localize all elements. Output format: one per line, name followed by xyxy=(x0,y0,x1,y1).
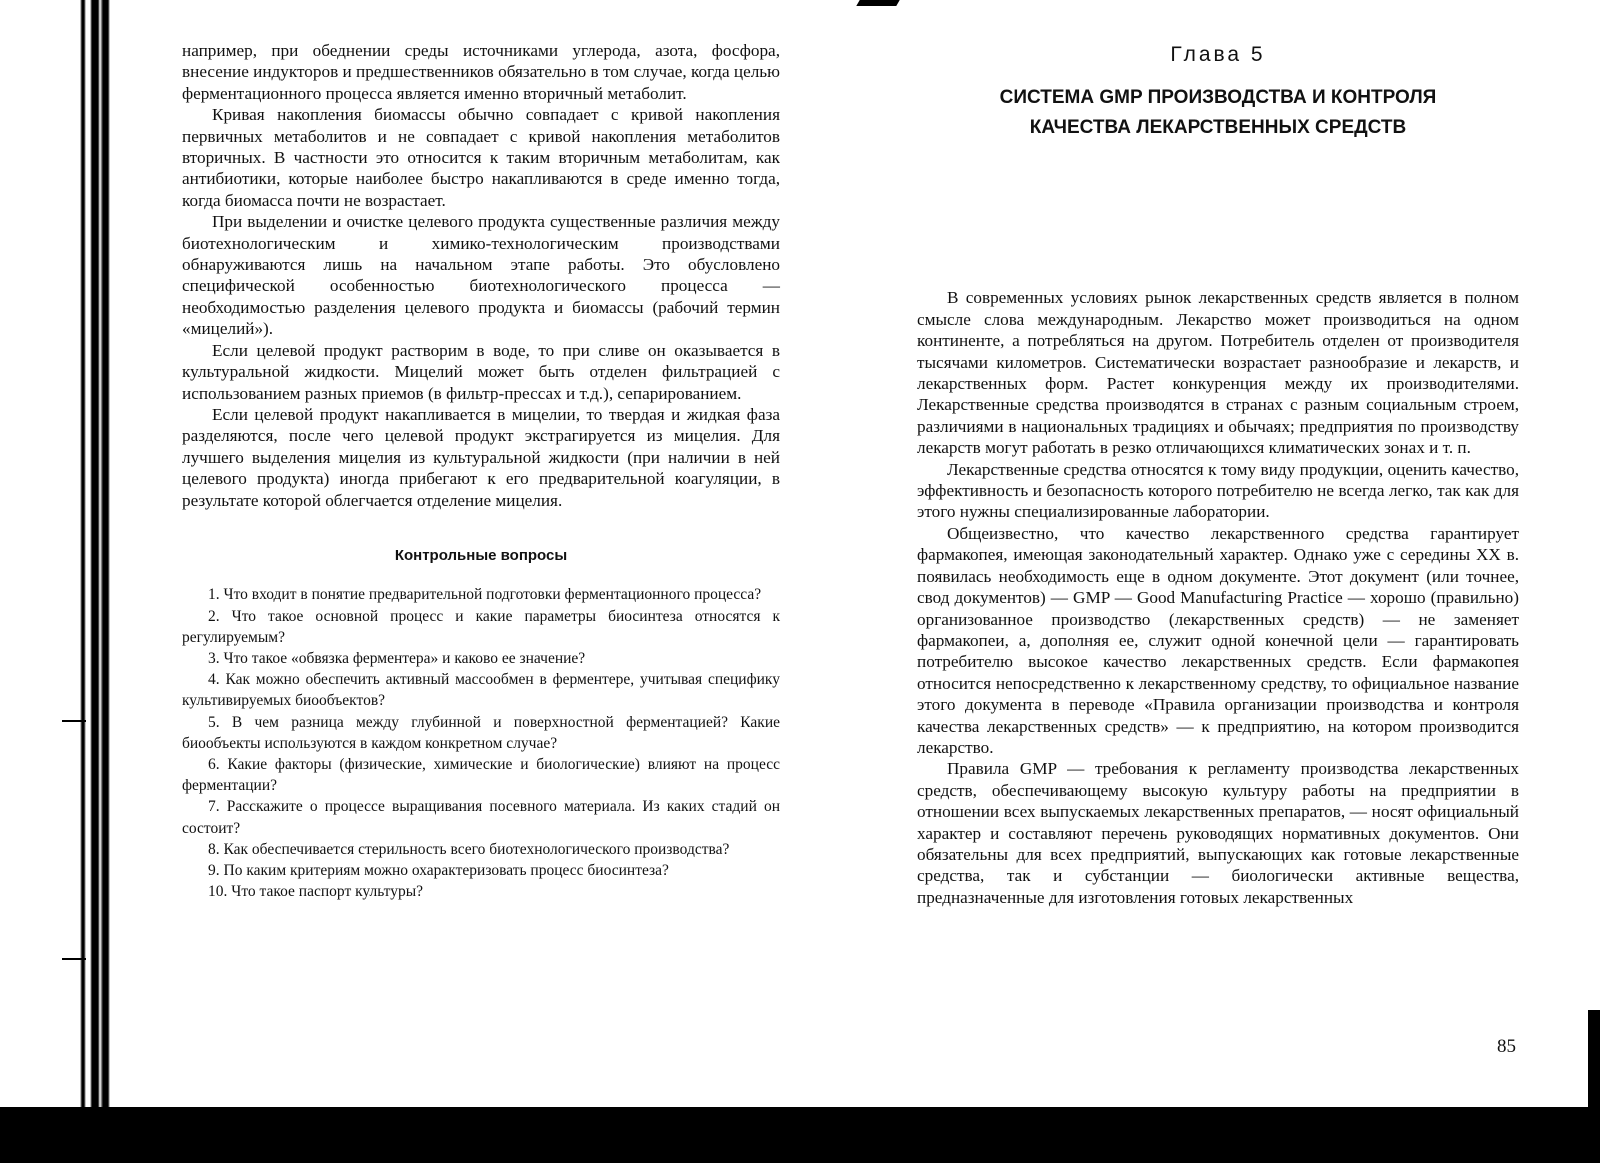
paragraph: В современных условиях рынок лекарственных средств является в полном смысле слова международным. Лекарство может производиться на одном континенте, а потребляться на другом. Потребитель отделен от производителя тысячами километров. Систематически возрастает разнообразие и лекарств, и лекарственных форм. Растет конкуренция между их производителями. Лекарственные средства производятся в странах с разным социальным строем, различиями в национальных традициях и обычаях; предприятия по производству лекарств могут работать в резко отличающихся климатических зонах и т. п. xyxy=(917,288,1519,458)
paragraph: При выделении и очистке целевого продукта существенные различия между биотехнологическим и химико-технологическим производствами обнаруживаются лишь на начальном этапе работы. Это обусловлено специфической особенностью биотехнологического процесса — необходимостью разделения целевого продукта и биомассы (рабочий термин «мицелий»). xyxy=(182,212,780,339)
chapter-label: Глава 5 xyxy=(1170,43,1266,66)
paragraph: Лекарственные средства относятся к тому виду продукции, оценить качество, эффективность и безопасность которого потребителю не всегда легко, так как для этого нужны специализированные лаборатории. xyxy=(917,459,1519,522)
scan-right-edge xyxy=(1588,1010,1600,1110)
questions-heading: Контрольные вопросы xyxy=(394,546,568,564)
scan-bottom-edge xyxy=(0,1107,1600,1163)
paragraph: например, при обеднении среды источниками углерода, азота, фосфора, внесение индукторов и предшественников обязательно в том случае, когда целью ферментационного процесса является именно вторичный метаболит. xyxy=(182,41,780,103)
paragraph: Правила GMP — требования к регламенту производства лекарственных средств, обеспечивающему высокую культуру работы на предприятии в отношении всех выпускаемых лекарственных препаратов, — носят официальный характер и составляют перечень руководящих нормативных документов. Они обязательны для всех предприятий, выпускающих как готовые лекарственные средства, так и субстанции — биологически активные вещества, предназначенные для изготовления готовых лекарственных xyxy=(917,759,1519,907)
question-item: 8. Как обеспечивается стерильность всего биотехнологического производства? xyxy=(208,840,730,858)
question-item: 1. Что входит в понятие предварительной подготовки ферментационного процесса? xyxy=(208,586,762,604)
chapter-title xyxy=(917,83,1519,143)
question-item: 9. По каким критериям можно охарактеризовать процесс биосинтеза? xyxy=(208,861,669,879)
scan-mark xyxy=(62,720,86,722)
paragraph: Если целевой продукт растворим в воде, то при сливе он оказывается в культуральной жидкости. Мицелий может быть отделен фильтрацией с использованием разных приемов (в фильтр-прессах и т.д.), сепарированием. xyxy=(182,340,780,403)
question-item: 6. Какие факторы (физические, химические и биологические) влияют на процесс ферментации? xyxy=(182,755,780,795)
chapter-title-line: КАЧЕСТВА ЛЕКАРСТВЕННЫХ СРЕДСТВ xyxy=(1029,117,1407,139)
paragraph: Кривая накопления биомассы обычно совпадает с кривой накопления первичных метаболитов и не совпадает с кривой накопления метаболитов вторичных. В частности это относится к таким вторичным метаболитам, как антибиотики, которые наиболее быстро накапливаются в среде именно тогда, когда биомасса почти не возрастает. xyxy=(182,105,780,210)
page-number: 85 xyxy=(1497,1036,1516,1057)
question-item: 7. Расскажите о процессе выращивания посевного материала. Из каких стадий он состоит? xyxy=(182,798,780,837)
paragraph: Общеизвестно, что качество лекарственного средства гарантирует фармакопея, имеющая законодательный характер. Однако уже с середины XX в. появилась необходимость еще в одном документе. Этот документ (или точнее, свод документов) — GMP — Good Manufacturing Practice — хорошо (правильно) организованное производство (лекарственных средств) — не заменяет фармакопеи, а, дополняя ее, служит одной конечной цели — гарантировать потребителю высокое качество лекарственных средств. Если фармакопея относится непосредственно к лекарственному средству, то официальное название этого документа в переводе «Правила организации производства и контроля качества лекарственных средств» — к предприятию, на котором производится лекарство. xyxy=(917,523,1519,757)
questions-list xyxy=(182,584,780,902)
scan-mark xyxy=(62,958,86,960)
right-page-text xyxy=(917,40,1519,908)
question-item: 2. Что такое основной процесс и какие параметры биосинтеза относятся к регулируемым? xyxy=(182,607,780,646)
question-item: 10. Что такое паспорт культуры? xyxy=(208,883,424,901)
left-page-text xyxy=(182,40,780,902)
question-item: 3. Что такое «обвязка ферментера» и каково ее значение? xyxy=(208,649,586,667)
question-item: 4. Как можно обеспечить активный массообмен в ферментере, учитывая специфику культивируемых биообъектов? xyxy=(182,671,780,710)
question-item: 5. В чем разница между глубинной и поверхностной ферментацией? Какие биообъекты используются в каждом конкретном случае? xyxy=(182,713,780,752)
scan-spine-edge xyxy=(0,0,120,1163)
scan-gutter-mark xyxy=(856,0,899,6)
chapter-title-line: СИСТЕМА GMP ПРОИЗВОДСТВА И КОНТРОЛЯ xyxy=(999,87,1437,109)
paragraph: Если целевой продукт накапливается в мицелии, то твердая и жидкая фаза разделяются, после чего целевой продукт экстрагируется из мицелия. Для лучшего выделения мицелия из культуральной жидкости (при наличии в ней целевого продукта) иногда прибегают к его предварительной коагуляции, в результате которой облегчается отделение мицелия. xyxy=(182,404,780,510)
